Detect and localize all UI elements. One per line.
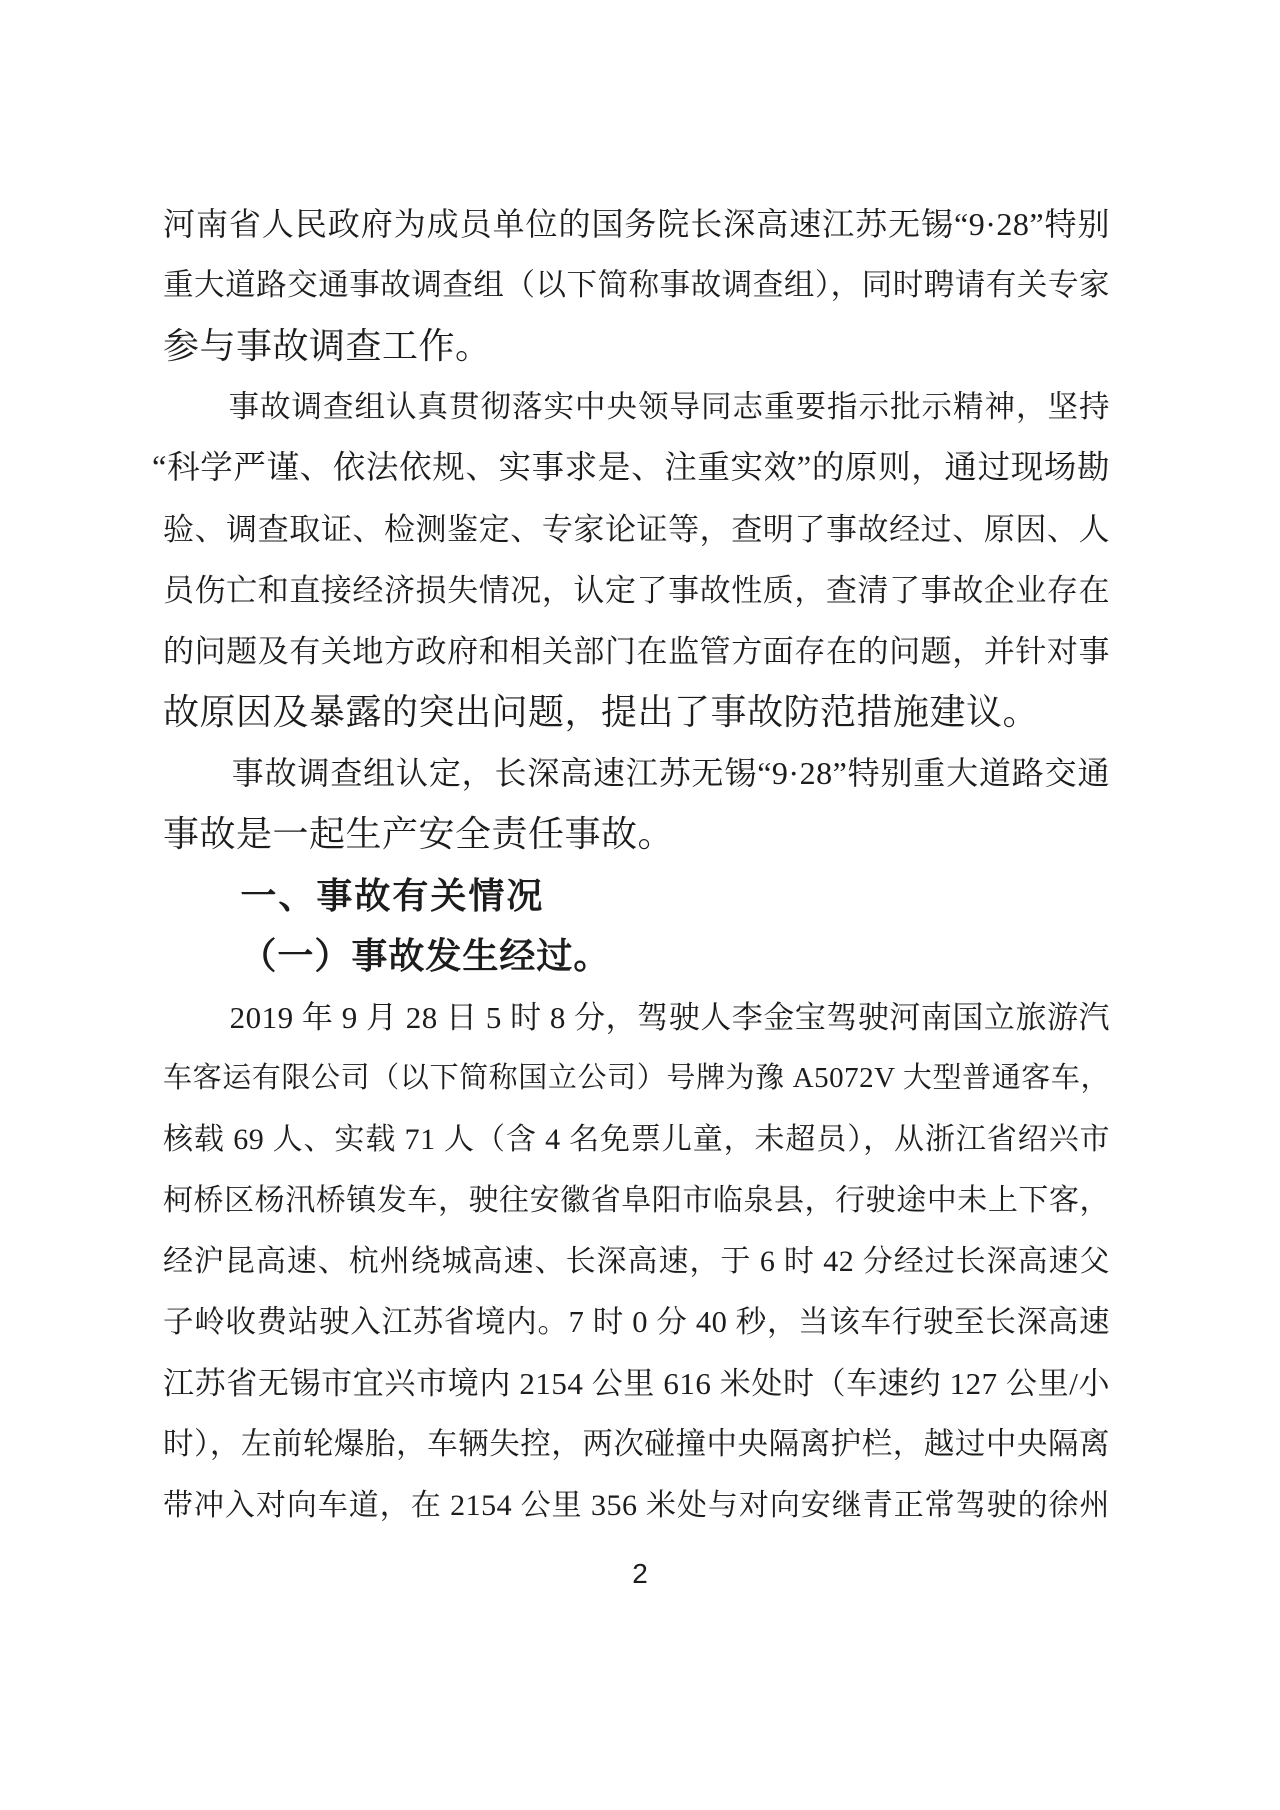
page-number: 2 bbox=[632, 1558, 648, 1589]
document-line: 时），左前轮爆胎，车辆失控，两次碰撞中央隔离护栏，越过中央隔离 bbox=[163, 1427, 1110, 1461]
document-line: 事故调查组认定，长深高速江苏无锡“9·28”特别重大道路交通 bbox=[231, 755, 1110, 791]
document-line: 2019 年 9 月 28 日 5 时 8 分，驾驶人李金宝驾驶河南国立旅游汽 bbox=[229, 1000, 1110, 1035]
subsection-heading: （一）事故发生经过。 bbox=[240, 936, 611, 976]
document-line: 参与事故调查工作。 bbox=[163, 326, 492, 366]
document-line: 事故是一起生产安全责任事故。 bbox=[163, 814, 675, 854]
document-line: 的问题及有关地方政府和相关部门在监管方面存在的问题，并针对事 bbox=[163, 634, 1110, 669]
page-footer bbox=[0, 1556, 1280, 1592]
document-line: 车客运有限公司（以下简称国立公司）号牌为豫 A5072V 大型普通客车， bbox=[163, 1062, 1110, 1094]
document-line: 河南省人民政府为成员单位的国务院长深高速江苏无锡“9·28”特别 bbox=[163, 206, 1110, 242]
document-line: 柯桥区杨汛桥镇发车，驶往安徽省阜阳市临泉县，行驶途中未上下客， bbox=[163, 1184, 1110, 1217]
document-line: 事故调查组认真贯彻落实中央领导同志重要指示批示精神，坚持 bbox=[228, 390, 1110, 424]
document-line: 江苏省无锡市宜兴市境内 2154 公里 616 米处时（车速约 127 公里/小 bbox=[163, 1366, 1110, 1401]
document-line: 重大道路交通事故调查组（以下简称事故调查组），同时聘请有关专家 bbox=[163, 268, 1110, 302]
document-line: 经沪昆高速、杭州绕城高速、长深高速，于 6 时 42 分经过长深高速父 bbox=[163, 1245, 1110, 1278]
document-line: 故原因及暴露的突出问题，提出了事故防范措施建议。 bbox=[163, 692, 1040, 732]
document-line: “科学严谨、依法依规、实事求是、注重实效”的原则，通过现场勘 bbox=[152, 450, 1110, 486]
document-line: 带冲入对向车道，在 2154 公里 356 米处与对向安继青正常驾驶的徐州 bbox=[163, 1489, 1110, 1522]
document-line: 核载 69 人、实载 71 人（含 4 名免票儿童，未超员），从浙江省绍兴市 bbox=[163, 1123, 1110, 1156]
document-body bbox=[152, 194, 1110, 1536]
document-line: 子岭收费站驶入江苏省境内。7 时 0 分 40 秒，当该车行驶至长深高速 bbox=[163, 1305, 1110, 1339]
section-heading: 一、事故有关情况 bbox=[240, 875, 545, 916]
document-line: 员伤亡和直接经济损失情况，认定了事故性质，查清了事故企业存在 bbox=[163, 573, 1110, 608]
document-line: 验、调查取证、检测鉴定、专家论证等，查明了事故经过、原因、人 bbox=[163, 512, 1110, 547]
